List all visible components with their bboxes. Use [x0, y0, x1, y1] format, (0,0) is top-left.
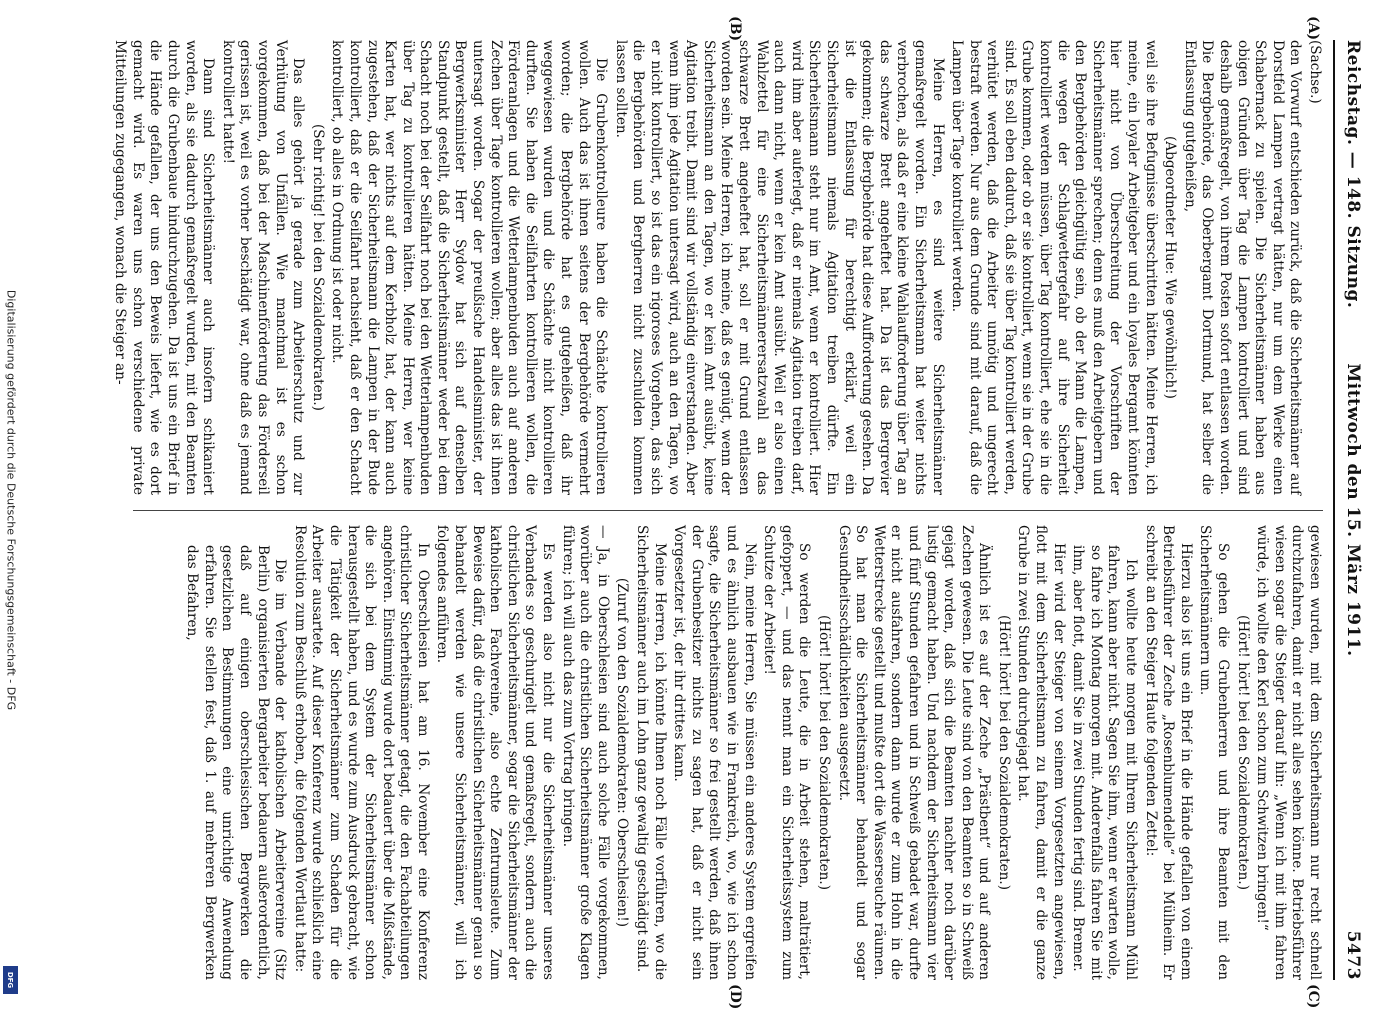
- page-header: [1337, 40, 1371, 980]
- header-rule: [1333, 40, 1335, 980]
- interjection: (Sehr richtig! bei den Sozialdemokraten.): [309, 124, 326, 411]
- footer-strip: [0, 0, 22, 1000]
- quoted-resolution: Die im Verbande der katholischen Arbeitervereine (Sitz Berlin) organisierten Bergarbeiter bedauern außerordentlich, daß auf einigen oberschlesischen Bergwerken die gesetzlichen Bestimmungen eine unrichtige Anwendung erfahren. Sie stellen fest, daß 1. auf mehreren Bergwerken das Befahren,: [184, 545, 289, 980]
- paragraph: Das alles gehört ja gerade zum Arbeiterschutz und zur Verhütung von Unfällen. Wie manchmal ist es schon vorgekommen, daß bei der Maschinenförderung das Förderseil gerissen ist, weil es vorher beschädigt war, ohne daß es jemand kontrolliert hatte!: [219, 40, 307, 495]
- header-date: Mittwoch den 15. März 1911.: [1343, 363, 1363, 657]
- paragraph: — Ja, in Oberschlesien sind auch solche Fälle vorgekommen, worüber auch die christlichen Sicherheitsmänner große Klagen führen; ich will auch das zum Vortrag bringen.: [559, 525, 611, 980]
- interjection: (Hört! hört! bei den Sozialdemokraten.): [815, 614, 832, 890]
- paragraph: Dann sind Sicherheitsmänner auch insofern schikaniert worden, als sie dadurch gemaßregelt wurden, mit den Beamten durch die Grubenbaue hindurchzugehen. Da ist uns ein Brief in die Hände gefallen, der uns den Beweis liefert, wie es dort gemacht wird. Es waren uns schon verschiedene private Mitteilungen zugegangen, wonach die Steiger an-: [112, 40, 217, 495]
- quoted-letter: Ich wollte heute morgen mit Ihrem Sicherheitsmann Mühl fahren, kann aber nicht. Sagen Sie ihm, wenn er warten wolle, so fahre ich Montag morgen mit. Anderenfalls fahren Sie mit ihm, aber flott, damit Sie in zwei Stunden fertig sind. Bremer.: [1070, 545, 1140, 980]
- paragraph: Nein, meine Herren, Sie müssen ein anderes System ergreifen und es ähnlich ausbauen wie in Frankreich, wo, wie ich schon sagte, die Sicherheitsmänner so frei gestellt werden, daß ihnen der Grubenbesitzer nichts zu sagen hat, daß er nicht sein Vorgesetzter ist, der ihr drittes kann.: [671, 525, 758, 980]
- dfg-logo-text: DFG: [6, 971, 15, 989]
- paragraph: gewiesen wurden, mit dem Sicherheitsmann nur recht schnell durchzufahren, damit er nicht alles sehen könne. Betriebsführer wiesen sogar die Steiger darauf hin: „Wenn ich mit ihm fahren würde, ich wollte den Kerl schon zum Schwitzen bringen!“: [1254, 525, 1323, 980]
- paragraph: Es werden also nicht nur die Sicherheitsmänner unseres Verbandes so geschurigelt und gemaßregelt, sondern auch die christlichen Sicherheitsmänner, sogar die Sicherheitsmänner der katholischen Fachvereine, also echte Zentrumsleute. Zum Beweise dafür, daß die christlichen Sicherheitsmänner genau so behandelt werden wie unsere Sicherheitsmänner, will ich folgendes anführen.: [434, 525, 557, 980]
- paragraph: Hierzu also ist uns ein Brief in die Hände gefallen von einem Betriebsführer der Zeche „Rosenblumendelle“ bei Mülheim. Er schreibt an den Steiger Haute folgenden Zettel:: [1142, 525, 1194, 980]
- dfg-logo: [3, 966, 18, 994]
- column-divider: [133, 510, 1323, 511]
- paragraph: weil sie ihre Befugnisse überschritten hätten. Meine Herren, ich meine, ein loyaler Arbeitgeber und ein loyales Bergamt könnten hier nicht von Überschreitung der Vorschriften der Sicherheitsmänner sprechen; denn es muß den Arbeitgebern und den Bergbehörden gleichgültig sein, ob der Mann die Lampen, die wegen der Schlagwettergefahr auf ihre Sicherheit kontrolliert werden müssen, über Tag kontrolliert, ehe sie in die Grube kommen, oder ob er sie kontrolliert, wenn sie in der Grube sind. Es soll eben dadurch, daß sie über Tag kontrolliert werden, verhütet werden, daß die Arbeiter unnötig und ungerecht bestraft werden. Nur aus dem Grunde sind mit darauf, daß die Lampen über Tage kontrolliert werden.: [949, 40, 1159, 495]
- interjection: (Hört! hört! bei den Sozialdemokraten.): [995, 614, 1012, 890]
- right-column: [133, 525, 1323, 980]
- rotated-page: [83, 0, 1383, 1009]
- interjection: (Zuruf von den Sozialdemokraten: Oberschlesien!): [614, 577, 631, 928]
- paragraph: Meine Herren, ich könnte Ihnen noch Fälle vorführen, wo die Sicherheitsmänner auch im Lohn ganz gewaltig geschädigt sind.: [634, 525, 668, 980]
- margin-marker-b: (B): [727, 16, 743, 42]
- paragraph: So werden die Leute, die in Arbeit stehen, malträtiert, gefoppert, — und das nennt man ein Sicherheitssystem zum Schutze der Arbeiter!: [761, 525, 813, 980]
- header-session: Reichstag. — 148. Sitzung.: [1343, 40, 1363, 309]
- speaker-note: (Sachse.): [1307, 40, 1323, 104]
- funding-note: Digitalisierung gefördert durch die Deutsche Forschungsgemeinschaft - DFG: [4, 289, 18, 711]
- margin-marker-d: (D): [727, 984, 743, 1009]
- paragraph: In Oberschlesien hat am 16. November eine Konferenz christlicher Sicherheitsmänner getagt, die den Fachabteilungen angehören. Einstimmig wurde dort bedauert über die Mißstände, die sich bei dem System der Sicherheitsmänner schon herausgestellt haben, und es wurde zum Ausdruck gebracht, wie die Tätigkeit der Sicherheitsmänner zum Schaden für die Arbeiter ausartete. Auf dieser Konferenz wurde schließlich eine Resolution zum Beschluß erhoben, die folgenden Wortlaut hatte:: [291, 525, 431, 980]
- paragraph: So gehen die Grubenherren und ihre Beamten mit den Sicherheitsmännern um.: [1197, 525, 1232, 980]
- margin-marker-c: (C): [1305, 984, 1321, 1009]
- left-column: [112, 40, 1323, 495]
- page-number: 5473: [1343, 930, 1363, 980]
- paragraph: Die Grubenkontrolleure haben die Schächte kontrollieren wollen. Auch das ist ihnen seitens der Bergbehörde vermehrt worden; die Bergbehörde hat es gutgeheißen, daß ihr weggewiesen wurden und die Schächte nicht kontrollieren durften. Sie haben die Seilfahrten kontrollieren wollen, die Förderanlagen und die Wetterlampenbuden auch auf anderen Zechen über Tage kontrollieren wollen; aber alles das ist ihnen untersagt worden. Sogar der preußische Handelsminister, der Bergwerksminister Herr Sydow hat sich auf denselben Standpunkt gestellt, daß die Sicherheitsmänner weder bei dem Schacht noch bei der Seilfahrt noch bei den Wetterlampenbuden über Tag zu kontrollieren hätten. Meine Herren, wer keine Karten hat, wer nichts auf dem Kerbholz hat, der kann auch zugestehen, daß der Sicherheitsmann die Lampen in der Bude kontrolliert, daß er die Seilfahrt nachsieht, daß er den Schacht kontrolliert, ob alles in Ordnung ist oder nicht.: [329, 40, 610, 495]
- interjection: (Hört! hört! bei den Sozialdemokraten.): [1234, 614, 1251, 890]
- paragraph: Meine Herren, es sind weitere Sicherheitsmänner gemaßregelt worden. Ein Sicherheitsmann hat weiter nichts verbrochen, als daß er eine kleine Wahlaufforderung über Tag an das schwarze Brett angeheftet hat. Da ist das Bergrevier gekommen; die Bergbehörde hat diese Aufforderung gesehen. Da ist die Entlassung für berechtigt erklärt, weil ein Sicherheitsmann niemals Agitation treiben dürfte. Ein Sicherheitsmann steht nur im Amt, wenn er kontrolliert. Hier wird ihm aber auferlegt, daß er niemals Agitation treiben darf, auch dann nicht, wenn er kein Amt ausübt. Weil er also einen Wahlzettel für eine Sicherheitsmännerersatzwahl an das schwarze Brett angeheftet hat, soll er mit Grund entlassen worden sein. Meine Herren, ich meine, daß es genügt, wenn der Sicherheitsmann an den Tagen, wo er kein Amt ausübt, keine Agitation treibt. Damit sind wir vollständig einverstanden. Aber wenn ihm jede Agitation untersagt wird, auch an den Tagen, wo er nicht kontrolliert, so ist das ein rigoroses Vorgehen, das sich die Bergbehörden und Bergherren nicht zuschulden kommen lassen sollten.: [612, 40, 946, 495]
- paragraph: Ähnlich ist es auf der Zeche „Prästbent“ und auf anderen Zechen gewesen. Die Leute sind von den Beamten so in Schweiß gejagt worden, daß sich die Beamten nachher noch darüber lustig gemacht haben. Und nachdem der Sicherheitsmann vier und fünf Stunden gefahren und in Schweiß gebadet war, durfte er nicht ausfahren, sondern dann wurde er zum Hohn in die Wetterstrecke gestellt und mußte dort die Wasserseuche räumen. So hat man die Sicherheitsmänner behandelt und sogar Gesundheitsschädlichkeiten ausgesetzt.: [835, 525, 993, 980]
- paragraph: Hier wird der Steiger von seinem Vorgesetzten angewiesen, flott mit dem Sicherheitsmann zu fahren, damit er die ganze Grube in zwei Stunden durchgejagt hat.: [1015, 525, 1067, 980]
- interjection: (Abgeordneter Hue: Wie gewöhnlich!): [1162, 136, 1179, 399]
- margin-marker-a: (A): [1305, 16, 1321, 41]
- paragraph: den Vorwurf entschieden zurück, daß die Sicherheitsmänner auf Dorstfeld Lampen vertragt hätten, nur um dem Werke einen Schabernack zu spielen. Die Sicherheitsmänner haben aus obigen Gründen über Tag die Lampen kontrolliert und sind deshalb gemaßregelt, von ihrem Posten sofort entlassen worden. Die Bergbehörde, das Oberbergamt Dortmund, hat selber die Entlassung gutgeheißen,: [1181, 40, 1304, 495]
